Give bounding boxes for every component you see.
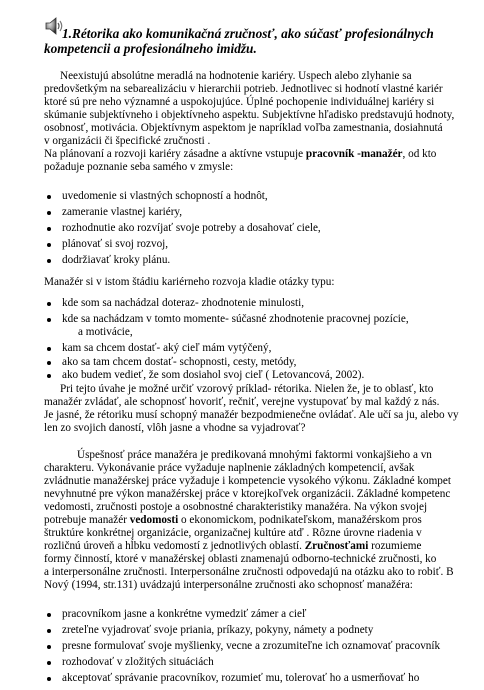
paragraph-line xyxy=(44,148,484,161)
paragraph-line: len zo svojich daností, vlôh jasne a vhodne sa vyjadrovať? xyxy=(44,422,306,434)
paragraph-line: Nový (1994, str.131) uvádzajú interpersonálne zručnosti ako schopnosť manažéra: xyxy=(44,579,413,591)
list-item: akceptovať správanie pracovníkov, rozumieť mu, tolerovať ho a usmerňovať ho xyxy=(62,672,420,684)
text-run: potrebuje manažér xyxy=(44,514,130,526)
heading-line-1: 1.Rétorika ako komunikačná zručnosť, ako súčasť profesionálnych xyxy=(62,26,434,41)
list-item: presne formulovať svoje myšlienky, vecne a zrozumiteľne ich oznamovať pracovník xyxy=(62,640,441,652)
paragraph-line: charakteru. Vykonávanie práce vyžaduje naplnenie základných kompetencií, avšak xyxy=(44,462,415,474)
bold-term: Zručnosťami xyxy=(304,540,369,552)
heading-line-2: kompetencii a profesionálneho imidžu. xyxy=(44,41,257,56)
speaker-icon[interactable] xyxy=(44,16,64,36)
bold-term: pracovník -manažér xyxy=(305,148,403,160)
paragraph-line: požaduje poznanie seba samého v zmysle: xyxy=(44,161,234,173)
paragraph-line: Je jasné, že rétoriku musí schopný manažér bezpodmienečne ovládať. Ale učí sa ju, alebo vy xyxy=(44,409,459,421)
list-item: zreteľne vyjadrovať svoje priania, príkazy, pokyny, námety a podnety xyxy=(62,624,374,636)
paragraph-line: vedomosti, zručnosti postoje a osobnostné charakteristiky manažéra. Na výkon svojej xyxy=(44,501,428,513)
paragraph-line: a interpersonálne zručnosti. Interpersonálne zručnosti odpovedajú na otázku ako to robiť. B xyxy=(44,566,454,578)
text-run: rozumieme xyxy=(368,540,422,552)
heading-text xyxy=(44,26,484,56)
text-run: o ekonomickom, podnikateľskom, manažérskom pros xyxy=(178,514,422,526)
paragraph-line: formy činností, ktoré v manažérskej oblasti znamenajú odborno-technické zručnosti, ko xyxy=(44,553,437,565)
paragraph-line: štruktúre konkrétnej organizácie, organizačnej kultúre atď . Rôzne úrovne riadenia v xyxy=(44,527,422,539)
list-item: ako sa tam chcem dostať- schopnosti, cesty, metódy, xyxy=(62,356,297,368)
list-item-continuation: a motivácie, xyxy=(78,326,133,338)
bold-term: vedomosti xyxy=(129,514,179,526)
list-item: kam sa chcem dostať- aký cieľ mám vytýčený, xyxy=(62,342,272,354)
list-item: pracovníkom jasne a konkrétne vymedziť zámer a cieľ xyxy=(62,608,307,620)
paragraph-line: Pri tejto úvahe je možné určiť vzorový príklad- rétorika. Nielen že, je to oblasť, kto xyxy=(60,383,434,395)
paragraph-line: predovšetkým na sebarealizáciu v hierarchii potrieb. Jednotlivec si hodnotí vlastné kariér xyxy=(44,83,443,95)
paragraph-line: nevyhnutné pre výkon manažérskej práce v ktorejkoľvek organizácii. Základné kompetenc xyxy=(44,488,451,500)
paragraph-line: manažér zvládať, ale schopnosť hovoriť, rečniť, verejne vystupovať by mal každý z nás. xyxy=(44,396,440,408)
paragraph-line: Neexistujú absolútne meradlá na hodnotenie kariéry. Uspech alebo zlyhanie sa xyxy=(60,70,412,82)
list-item: zameranie vlastnej kariéry, xyxy=(62,206,183,218)
paragraph-line: Úspešnosť práce manažéra je predikovaná mnohými faktormi vonkajšieho a vn xyxy=(77,449,432,461)
paragraph-line: ktoré sú pre neho významné a uspokojujúce. Úplné pochopenie individuálnej kariéry si xyxy=(44,96,435,108)
list-item: dodržiavať kroky plánu. xyxy=(62,254,171,266)
text-run: Na plánovaní a rozvoji kariéry zásadne a aktívne vstupuje xyxy=(44,148,306,160)
text-run: rozličnú úroveň a hĺbku vedomostí z jednotlivých oblastí. xyxy=(44,540,305,552)
list-item: ako budem vedieť, že som dosiahol svoj cieľ ( Letovancová, 2002). xyxy=(62,369,365,381)
paragraph-line: zvládnutie manažérskej práce vyžaduje i kompetencie vysokého výkonu. Základné kompet xyxy=(44,475,451,487)
paragraph-line xyxy=(44,514,484,527)
text-run: , od kto xyxy=(402,148,437,160)
list-item: rozhodnutie ako rozvíjať svoje potreby a dosahovať ciele, xyxy=(62,222,321,234)
paragraph-line: Manažér si v istom štádiu kariérneho rozvoja kladie otázky typu: xyxy=(44,276,335,288)
list-item: rozhodovať v zložitých situáciách xyxy=(62,656,214,668)
list-item: plánovať si svoj rozvoj, xyxy=(62,238,169,250)
paragraph-line: v organizácii či špecifické zručnosti . xyxy=(44,135,211,147)
list-item: uvedomenie si vlastných schopností a hodnôt, xyxy=(62,190,268,202)
paragraph-line: osobnosť, motivácia. Objektívnym aspektom je napríklad voľba zamestnania, dosiahnutá xyxy=(44,122,443,134)
paragraph-line: skúmanie subjektívneho i objektívneho aspektu. Subjektívne hľadisko predstavujú hodnoty, xyxy=(44,109,455,121)
list-item: kde sa nachádzam v tomto momente- súčasné zhodnotenie pracovnej pozície, xyxy=(62,313,409,325)
paragraph-line xyxy=(44,540,484,553)
list-item: kde som sa nachádzal doteraz- zhodnotenie minulosti, xyxy=(62,297,305,309)
